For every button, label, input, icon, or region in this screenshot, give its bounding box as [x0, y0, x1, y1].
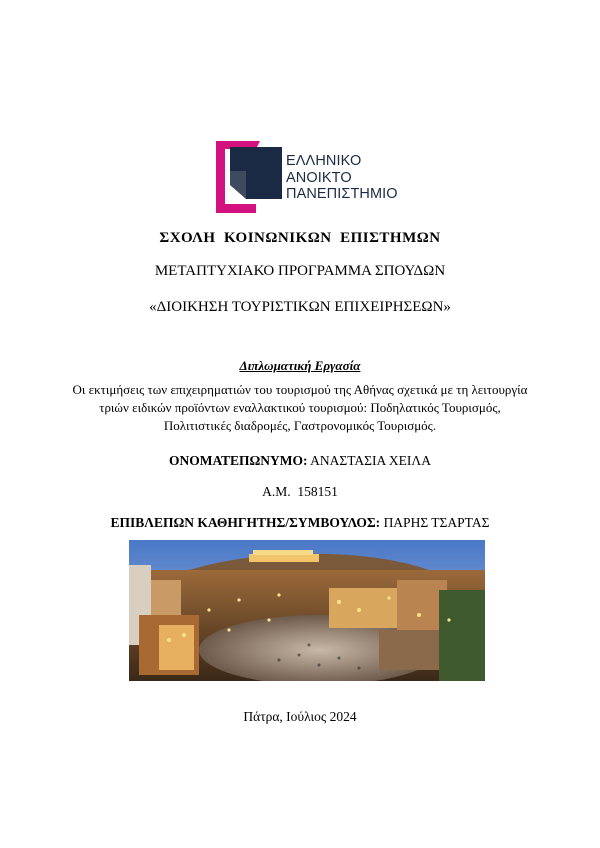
- supervisor-label: ΕΠΙΒΛΕΠΩΝ ΚΑΘΗΓΗΤΗΣ/ΣΥΜΒΟΥΛΟΣ:: [110, 515, 381, 530]
- thesis-title: Οι εκτιμήσεις των επιχειρηματιών του τουρισμού της Αθήνας σχετικά με τη λειτουργία τριών ειδικών προϊόντων εναλλακτικού τουρισμού: Ποδηλατικός Τουρισμός, Πολιτιστικές διαδρομές, Γαστρονομικός Τουρισμός.: [72, 382, 528, 433]
- logo-line-1: ΕΛΛΗΝΙΚΟ: [286, 153, 362, 169]
- university-logo: [216, 141, 406, 213]
- athens-night-photo: [129, 540, 485, 681]
- author-name: ΑΝΑΣΤΑΣΙΑ ΧΕΙΛΑ: [307, 453, 431, 468]
- place-date: Πάτρα, Ιούλιος 2024: [243, 709, 357, 724]
- logo-mark-icon: [216, 141, 288, 213]
- school-name: ΣΧΟΛΗ ΚΟΙΝΩΝΙΚΩΝ ΕΠΙΣΤΗΜΩΝ: [159, 230, 441, 246]
- program-type: ΜΕΤΑΠΤΥΧΙΑΚΟ ΠΡΟΓΡΑΜΜΑ ΣΠΟΥΔΩΝ: [154, 263, 446, 279]
- student-id: Α.Μ. 158151: [262, 484, 338, 499]
- logo-line-2: ΑΝΟΙΚΤΟ: [286, 169, 352, 186]
- logo-line-3: ΠΑΝΕΠΙΣΤΗΜΙΟ: [286, 186, 398, 202]
- thesis-label: Διπλωματική Εργασία: [239, 358, 361, 373]
- author-line: [0, 453, 600, 469]
- program-name: «ΔΙΟΙΚΗΣΗ ΤΟΥΡΙΣΤΙΚΩΝ ΕΠΙΧΕΙΡΗΣΕΩΝ»: [149, 299, 451, 315]
- supervisor-line: [0, 515, 600, 531]
- logo-wordmark: [286, 153, 398, 203]
- author-label: ΟΝΟΜΑΤΕΠΩΝΥΜΟ:: [169, 453, 308, 468]
- supervisor-name: ΠΑΡΗΣ ΤΣΑΡΤΑΣ: [380, 515, 490, 530]
